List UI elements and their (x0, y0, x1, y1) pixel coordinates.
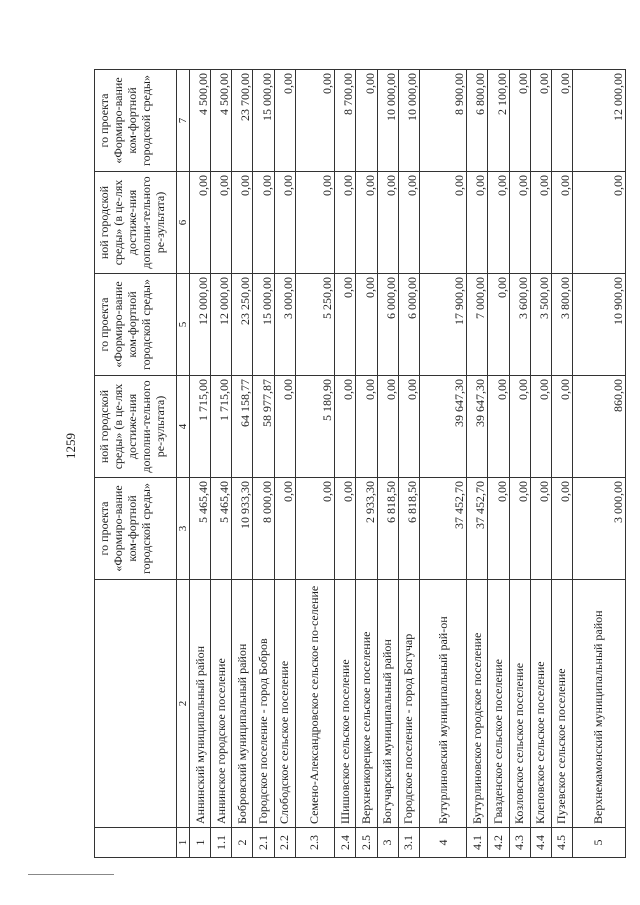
value-cell-col7: 0,00 (295, 70, 335, 172)
value-cell-col3: 0,00 (530, 478, 551, 580)
row-name-cell: Шишовское сельское поселение (335, 580, 356, 828)
value-cell-col7: 0,00 (274, 70, 295, 172)
value-cell-col7: 12 000,00 (572, 70, 625, 172)
row-name-cell: Пузевское сельское поселение (551, 580, 572, 828)
row-name-cell: Семено-Александровское сельское по-селение (295, 580, 335, 828)
value-cell-col3: 10 933,30 (232, 478, 253, 580)
footnote-divider (28, 874, 114, 875)
value-cell-col7: 0,00 (530, 70, 551, 172)
value-cell-col6: 0,00 (398, 172, 419, 274)
table-row (335, 70, 356, 858)
value-cell-col7: 6 800,00 (467, 70, 488, 172)
value-cell-col6: 0,00 (488, 172, 509, 274)
value-cell-col6: 0,00 (295, 172, 335, 274)
value-cell-col4: 39 647,30 (419, 376, 467, 478)
column-number: 6 (177, 172, 190, 274)
value-cell-col6: 0,00 (211, 172, 232, 274)
header-cell-7: го проекта «Формиро-вание ком-фортной городской среды» (95, 70, 177, 172)
value-cell-col4: 58 977,87 (253, 376, 274, 478)
value-cell-col5: 3 800,00 (551, 274, 572, 376)
value-cell-col7: 8 900,00 (419, 70, 467, 172)
header-cell-3: го проекта «Формиро-вание ком-фортной городской среды» (95, 478, 177, 580)
value-cell-col5: 10 900,00 (572, 274, 625, 376)
table-row (211, 70, 232, 858)
value-cell-col5: 3 000,00 (274, 274, 295, 376)
column-number: 4 (177, 376, 190, 478)
row-name-cell: Бутурлиновское городское поселение (467, 580, 488, 828)
table-row (398, 70, 419, 858)
header-cell-blank-2 (95, 580, 177, 828)
value-cell-col4: 0,00 (356, 376, 377, 478)
value-cell-col7: 8 700,00 (335, 70, 356, 172)
row-index-cell: 4.2 (488, 828, 509, 858)
row-index-cell: 2.1 (253, 828, 274, 858)
value-cell-col5: 5 250,00 (295, 274, 335, 376)
table-body (190, 70, 626, 858)
row-index-cell: 3 (377, 828, 398, 858)
table-row (232, 70, 253, 858)
row-index-cell: 2.2 (274, 828, 295, 858)
column-number: 1 (177, 828, 190, 858)
row-name-cell: Бутурлиновский муниципальный рай-он (419, 580, 467, 828)
row-index-cell: 1.1 (211, 828, 232, 858)
value-cell-col4: 0,00 (377, 376, 398, 478)
row-name-cell: Городское поселение - город Богучар (398, 580, 419, 828)
value-cell-col5: 6 000,00 (398, 274, 419, 376)
value-cell-col5: 0,00 (356, 274, 377, 376)
value-cell-col3: 6 818,50 (377, 478, 398, 580)
value-cell-col5: 12 000,00 (190, 274, 211, 376)
row-name-cell: Аннинское городское поселение (211, 580, 232, 828)
value-cell-col4: 39 647,30 (467, 376, 488, 478)
row-name-cell: Верхнеикорецкое сельское поселение (356, 580, 377, 828)
value-cell-col4: 0,00 (551, 376, 572, 478)
value-cell-col7: 10 000,00 (377, 70, 398, 172)
value-cell-col3: 0,00 (509, 478, 530, 580)
value-cell-col3: 0,00 (488, 478, 509, 580)
value-cell-col4: 860,00 (572, 376, 625, 478)
rotated-table-wrapper (94, 70, 626, 858)
column-number: 3 (177, 478, 190, 580)
header-cell-5: го проекта «Формиро-вание ком-фортной городской среды» (95, 274, 177, 376)
value-cell-col5: 15 000,00 (253, 274, 274, 376)
row-name-cell: Бобровский муниципальный район (232, 580, 253, 828)
value-cell-col7: 23 700,00 (232, 70, 253, 172)
value-cell-col7: 4 500,00 (190, 70, 211, 172)
row-name-cell: Козловское сельское поселение (509, 580, 530, 828)
value-cell-col7: 4 500,00 (211, 70, 232, 172)
value-cell-col4: 0,00 (530, 376, 551, 478)
column-number: 7 (177, 70, 190, 172)
table-row (419, 70, 467, 858)
value-cell-col5: 17 900,00 (419, 274, 467, 376)
column-number: 5 (177, 274, 190, 376)
header-cell-blank-1 (95, 828, 177, 858)
table-row (295, 70, 335, 858)
value-cell-col4: 1 715,00 (211, 376, 232, 478)
table-row (530, 70, 551, 858)
table-row (356, 70, 377, 858)
value-cell-col3: 2 933,30 (356, 478, 377, 580)
table-row (274, 70, 295, 858)
value-cell-col4: 1 715,00 (190, 376, 211, 478)
row-index-cell: 5 (572, 828, 625, 858)
value-cell-col3: 0,00 (274, 478, 295, 580)
value-cell-col4: 0,00 (274, 376, 295, 478)
value-cell-col6: 0,00 (530, 172, 551, 274)
value-cell-col7: 10 000,00 (398, 70, 419, 172)
value-cell-col6: 0,00 (467, 172, 488, 274)
value-cell-col6: 0,00 (572, 172, 625, 274)
row-index-cell: 2 (232, 828, 253, 858)
row-index-cell: 1 (190, 828, 211, 858)
row-index-cell: 4 (419, 828, 467, 858)
row-name-cell: Слободское сельское поселение (274, 580, 295, 828)
value-cell-col6: 0,00 (419, 172, 467, 274)
value-cell-col3: 6 818,50 (398, 478, 419, 580)
row-name-cell: Аннинский муниципальный район (190, 580, 211, 828)
value-cell-col7: 2 100,00 (488, 70, 509, 172)
row-index-cell: 4.5 (551, 828, 572, 858)
table-row (377, 70, 398, 858)
value-cell-col4: 0,00 (398, 376, 419, 478)
row-index-cell: 4.4 (530, 828, 551, 858)
value-cell-col5: 3 500,00 (530, 274, 551, 376)
row-index-cell: 2.3 (295, 828, 335, 858)
value-cell-col6: 0,00 (335, 172, 356, 274)
row-name-cell: Городское поселение - город Бобров (253, 580, 274, 828)
value-cell-col6: 0,00 (551, 172, 572, 274)
value-cell-col5: 0,00 (488, 274, 509, 376)
row-name-cell: Богучарский муниципальный район (377, 580, 398, 828)
value-cell-col3: 0,00 (551, 478, 572, 580)
value-cell-col7: 0,00 (356, 70, 377, 172)
row-index-cell: 4.3 (509, 828, 530, 858)
value-cell-col3: 5 465,40 (211, 478, 232, 580)
value-cell-col4: 0,00 (488, 376, 509, 478)
budget-table (94, 69, 626, 858)
value-cell-col5: 7 000,00 (467, 274, 488, 376)
value-cell-col6: 0,00 (274, 172, 295, 274)
table-row (572, 70, 625, 858)
value-cell-col3: 37 452,70 (467, 478, 488, 580)
value-cell-col6: 0,00 (232, 172, 253, 274)
table-row (551, 70, 572, 858)
row-name-cell: Клеповское сельское поселение (530, 580, 551, 828)
header-cell-4: ной городской среды» (в це-лях достиже-ния дополни-тельного ре-зультата) (95, 376, 177, 478)
value-cell-col4: 0,00 (335, 376, 356, 478)
table-row (467, 70, 488, 858)
value-cell-col6: 0,00 (253, 172, 274, 274)
value-cell-col3: 5 465,40 (190, 478, 211, 580)
column-number: 2 (177, 580, 190, 828)
value-cell-col7: 0,00 (509, 70, 530, 172)
row-name-cell: Гвазденское сельское поселение (488, 580, 509, 828)
value-cell-col5: 6 000,00 (377, 274, 398, 376)
row-index-cell: 2.4 (335, 828, 356, 858)
value-cell-col6: 0,00 (377, 172, 398, 274)
header-cell-6: ной городской среды» (в це-лях достиже-ния дополни-тельного ре-зультата) (95, 172, 177, 274)
value-cell-col7: 0,00 (551, 70, 572, 172)
value-cell-col5: 12 000,00 (211, 274, 232, 376)
value-cell-col4: 5 180,90 (295, 376, 335, 478)
value-cell-col3: 0,00 (335, 478, 356, 580)
value-cell-col6: 0,00 (509, 172, 530, 274)
value-cell-col3: 0,00 (295, 478, 335, 580)
value-cell-col5: 0,00 (335, 274, 356, 376)
table-row (509, 70, 530, 858)
value-cell-col3: 8 000,00 (253, 478, 274, 580)
value-cell-col4: 0,00 (509, 376, 530, 478)
value-cell-col7: 15 000,00 (253, 70, 274, 172)
page-number: 1259 (63, 433, 78, 459)
row-name-cell: Верхнемамонский муниципальный район (572, 580, 625, 828)
value-cell-col6: 0,00 (190, 172, 211, 274)
table-row (488, 70, 509, 858)
row-index-cell: 2.5 (356, 828, 377, 858)
table-row (253, 70, 274, 858)
row-index-cell: 3.1 (398, 828, 419, 858)
value-cell-col5: 23 250,00 (232, 274, 253, 376)
value-cell-col3: 37 452,70 (419, 478, 467, 580)
value-cell-col4: 64 158,77 (232, 376, 253, 478)
row-index-cell: 4.1 (467, 828, 488, 858)
value-cell-col3: 3 000,00 (572, 478, 625, 580)
table-row (190, 70, 211, 858)
value-cell-col6: 0,00 (356, 172, 377, 274)
value-cell-col5: 3 600,00 (509, 274, 530, 376)
